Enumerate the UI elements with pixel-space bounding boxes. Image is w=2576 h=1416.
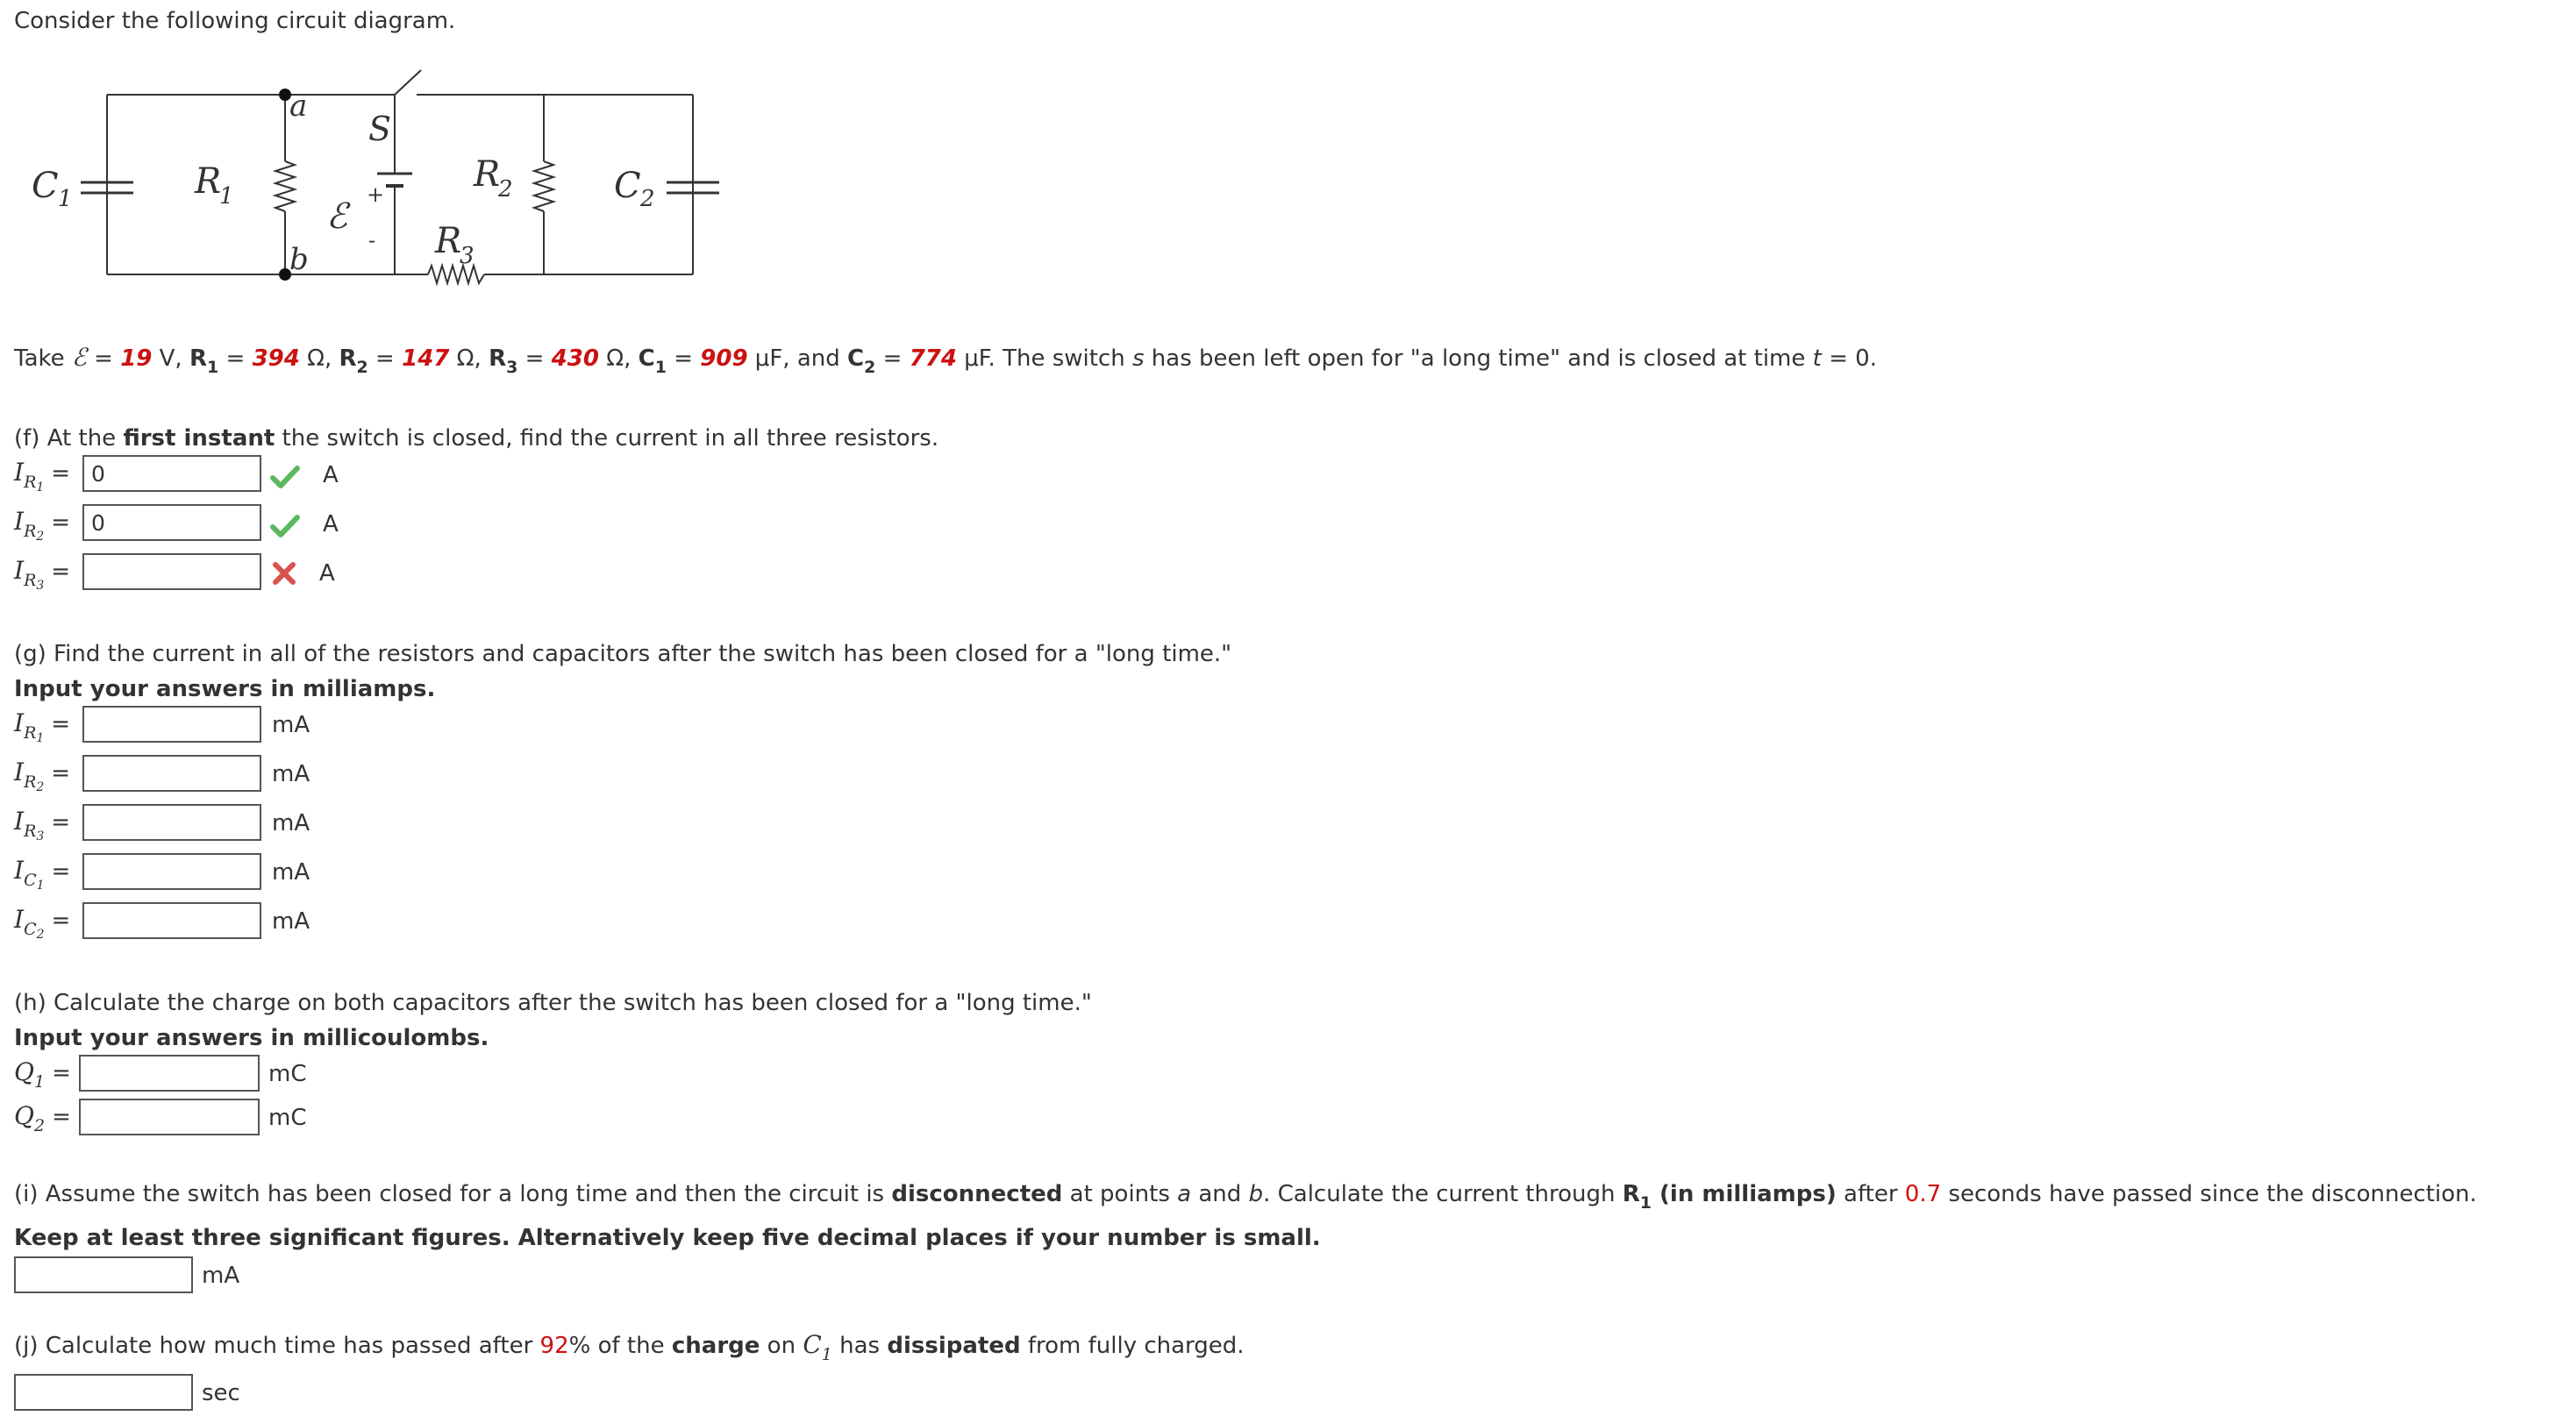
r3-sub: 3	[506, 358, 518, 377]
battery-minus-label: -	[368, 228, 376, 253]
f-row-2-label	[14, 507, 71, 544]
r1-value: 394	[252, 345, 300, 372]
r2-sub: 2	[356, 358, 368, 377]
ic1-long-time-input[interactable]	[82, 853, 261, 890]
given-end-text: = 0.	[1821, 345, 1877, 372]
part-f-bold: first instant	[123, 425, 275, 452]
f-row-1-label	[14, 458, 71, 495]
f-row-1-sym: I	[14, 458, 25, 487]
r2-value: 147	[402, 345, 450, 372]
part-g-question: (g) Find the current in all of the resistors and capacitors after the switch has been closed for a "long time."	[14, 641, 1232, 667]
part-i-text-2: at points	[1062, 1181, 1178, 1207]
g-row-1-eq: =	[51, 711, 71, 737]
g-row-4-eq: =	[51, 858, 71, 885]
c2-sub: 2	[864, 358, 876, 377]
h-row-2-sub: 2	[33, 1116, 46, 1135]
q2-input[interactable]	[79, 1099, 260, 1135]
given-mid-text: has been left open for "a long time" and is closed at time	[1144, 345, 1813, 372]
c2-label-sub: 2	[640, 186, 655, 212]
eq-sign: =	[367, 345, 403, 372]
g-row-4-subsub: 1	[36, 879, 45, 893]
c1-value: 909	[700, 345, 748, 372]
r1-symbol: R	[189, 345, 207, 372]
part-i-text-1: (i) Assume the switch has been closed for a long time and then the circuit is	[14, 1181, 892, 1207]
r1-label-sub: 1	[219, 183, 234, 210]
part-j-percent: 92	[539, 1333, 569, 1359]
g-row-1-unit: mA	[272, 712, 310, 738]
part-i-text-5: after	[1836, 1181, 1905, 1207]
part-i-point-a: a	[1177, 1181, 1192, 1207]
c1-label-sub: 1	[58, 186, 73, 212]
f-row-3-unit: A	[319, 560, 335, 587]
c1-symbol: C	[638, 345, 655, 372]
part-i-time-value: 0.7	[1904, 1181, 1942, 1207]
r3-symbol: R	[489, 345, 507, 372]
part-i-answer-input[interactable]	[14, 1256, 193, 1293]
f-row-1-subsub: 1	[36, 480, 45, 495]
battery-plus-label: +	[367, 182, 385, 207]
part-i-text-6: seconds have passed since the disconnection.	[1941, 1181, 2477, 1207]
ir1-initial-input[interactable]	[82, 455, 261, 492]
r2-unit: Ω,	[449, 345, 489, 372]
g-row-5-label	[14, 905, 71, 942]
h-row-2-label	[14, 1101, 71, 1135]
g-row-1-sub: R	[24, 723, 37, 743]
h-row-1-eq: =	[52, 1060, 71, 1086]
part-j-c1-sub: 1	[821, 1345, 832, 1364]
node-b-label: b	[289, 242, 309, 277]
ir2-long-time-input[interactable]	[82, 755, 261, 792]
part-j-c1: C	[803, 1330, 822, 1359]
g-row-3-sub: R	[24, 822, 37, 841]
part-j-question	[14, 1331, 1245, 1362]
part-j-text-2: % of the	[568, 1333, 672, 1359]
g-row-4-label	[14, 856, 71, 893]
h-row-1-sub: 1	[33, 1072, 46, 1092]
g-row-2-sym: I	[14, 758, 25, 786]
part-i-r1-sub: 1	[1639, 1193, 1652, 1213]
part-j-text-4: has	[831, 1333, 888, 1359]
given-values	[14, 343, 1877, 377]
h-row-2-unit: mC	[268, 1105, 307, 1131]
f-row-2-sub: R	[24, 522, 37, 541]
check-icon	[270, 514, 300, 538]
h-row-2-eq: =	[52, 1104, 71, 1130]
f-row-1-sub: R	[24, 473, 37, 492]
r2-label: R	[474, 154, 501, 195]
c2-label: C	[614, 166, 641, 206]
part-j-answer-input[interactable]	[14, 1374, 193, 1411]
r1-unit: Ω,	[299, 345, 339, 372]
part-j-text-5: from fully charged.	[1020, 1333, 1245, 1359]
g-row-3-subsub: 3	[36, 829, 45, 843]
part-i-text-3: and	[1191, 1181, 1249, 1207]
part-j-unit: sec	[202, 1380, 240, 1406]
r2-symbol: R	[339, 345, 357, 372]
part-j-text-3: on	[760, 1333, 803, 1359]
c2-symbol: C	[847, 345, 865, 372]
c1-label: C	[32, 166, 59, 206]
c2-unit: μF. The switch	[956, 345, 1132, 372]
f-row-1-unit: A	[323, 462, 339, 488]
g-row-3-sym: I	[14, 807, 25, 836]
g-row-5-sym: I	[14, 905, 25, 934]
f-row-3-sym: I	[14, 556, 25, 585]
part-h-instruction: Input your answers in millicoulombs.	[14, 1025, 489, 1051]
g-row-2-subsub: 2	[36, 780, 45, 794]
f-row-2-eq: =	[51, 509, 71, 536]
node-a-label: a	[289, 89, 308, 124]
emf-label: ℰ	[326, 196, 348, 237]
ir3-initial-input[interactable]	[82, 553, 261, 590]
eq-sign: =	[218, 345, 253, 372]
c2-value: 774	[909, 345, 957, 372]
g-row-3-eq: =	[51, 809, 71, 836]
f-row-2-subsub: 2	[36, 530, 45, 544]
q1-input[interactable]	[79, 1055, 260, 1092]
r1-sub: 1	[207, 358, 219, 377]
g-row-5-subsub: 2	[36, 928, 45, 942]
g-row-2-eq: =	[51, 760, 71, 786]
part-i-unit: mA	[202, 1263, 240, 1289]
cross-icon	[272, 561, 296, 586]
eq-sign: =	[875, 345, 910, 372]
intro-text: Consider the following circuit diagram.	[14, 8, 456, 34]
part-f-question	[14, 424, 938, 452]
f-row-3-eq: =	[51, 559, 71, 585]
g-row-5-eq: =	[51, 907, 71, 934]
g-row-1-label	[14, 708, 71, 745]
eq-sign: =	[666, 345, 701, 372]
emf-value: 19	[120, 345, 153, 372]
r2-label-sub: 2	[498, 176, 513, 203]
part-i-r1: R	[1622, 1181, 1640, 1207]
part-j-bold-2: dissipated	[887, 1333, 1021, 1359]
g-row-3-label	[14, 807, 71, 843]
part-i-bold-2: (in milliamps)	[1651, 1181, 1837, 1207]
part-i-instruction: Keep at least three significant figures. Alternatively keep five decimal places if your number is small.	[14, 1225, 1321, 1251]
r3-unit: Ω,	[598, 345, 639, 372]
r3-label: R	[435, 221, 462, 261]
emf-symbol: ℰ	[71, 343, 87, 372]
h-row-1-label	[14, 1057, 71, 1092]
g-row-2-sub: R	[24, 772, 37, 792]
part-i-text-4: . Calculate the current through	[1263, 1181, 1623, 1207]
g-row-1-sym: I	[14, 708, 25, 737]
f-row-2-sym: I	[14, 507, 25, 536]
g-row-4-unit: mA	[272, 859, 310, 886]
part-f-prefix: (f) At the	[14, 425, 124, 452]
g-row-5-unit: mA	[272, 908, 310, 935]
f-row-3-label	[14, 556, 71, 593]
g-row-4-sym: I	[14, 856, 25, 885]
time-t-symbol: t	[1812, 345, 1822, 372]
ir2-initial-input[interactable]	[82, 504, 261, 541]
part-j-bold-1: charge	[671, 1333, 760, 1359]
part-g-instruction: Input your answers in milliamps.	[14, 676, 436, 702]
switch-s-symbol: s	[1131, 345, 1145, 372]
part-h-question: (h) Calculate the charge on both capacitors after the switch has been closed for a "long time."	[14, 990, 1092, 1016]
g-row-4-sub: C	[24, 871, 37, 890]
emf-unit: V,	[152, 345, 189, 372]
f-row-3-sub: R	[24, 571, 37, 590]
f-row-1-eq: =	[51, 460, 71, 487]
part-i-question	[14, 1180, 2477, 1213]
h-row-2-sym: Q	[14, 1101, 34, 1130]
r3-value: 430	[551, 345, 599, 372]
ir3-long-time-input[interactable]	[82, 804, 261, 841]
g-row-1-subsub: 1	[36, 731, 45, 745]
h-row-1-sym: Q	[14, 1057, 34, 1086]
part-i-point-b: b	[1248, 1181, 1264, 1207]
take-text: Take	[14, 345, 72, 372]
check-icon	[270, 465, 300, 489]
ic2-long-time-input[interactable]	[82, 902, 261, 939]
g-row-2-unit: mA	[272, 761, 310, 787]
c1-sub: 1	[654, 358, 667, 377]
ir1-long-time-input[interactable]	[82, 706, 261, 743]
f-row-2-unit: A	[323, 511, 339, 537]
g-row-2-label	[14, 758, 71, 794]
circuit-diagram	[0, 53, 737, 316]
part-j-text-1: (j) Calculate how much time has passed after	[14, 1333, 540, 1359]
c1-unit: μF, and	[747, 345, 848, 372]
part-i-bold-1: disconnected	[891, 1181, 1063, 1207]
g-row-5-sub: C	[24, 920, 37, 939]
r1-label: R	[195, 161, 222, 202]
eq-sign: =	[517, 345, 552, 372]
part-f-suffix: the switch is closed, find the current in all three resistors.	[275, 425, 939, 452]
g-row-3-unit: mA	[272, 810, 310, 836]
eq-sign: =	[86, 345, 121, 372]
h-row-1-unit: mC	[268, 1061, 307, 1087]
r3-label-sub: 3	[460, 243, 475, 269]
switch-label: S	[368, 110, 392, 148]
f-row-3-subsub: 3	[36, 579, 45, 593]
